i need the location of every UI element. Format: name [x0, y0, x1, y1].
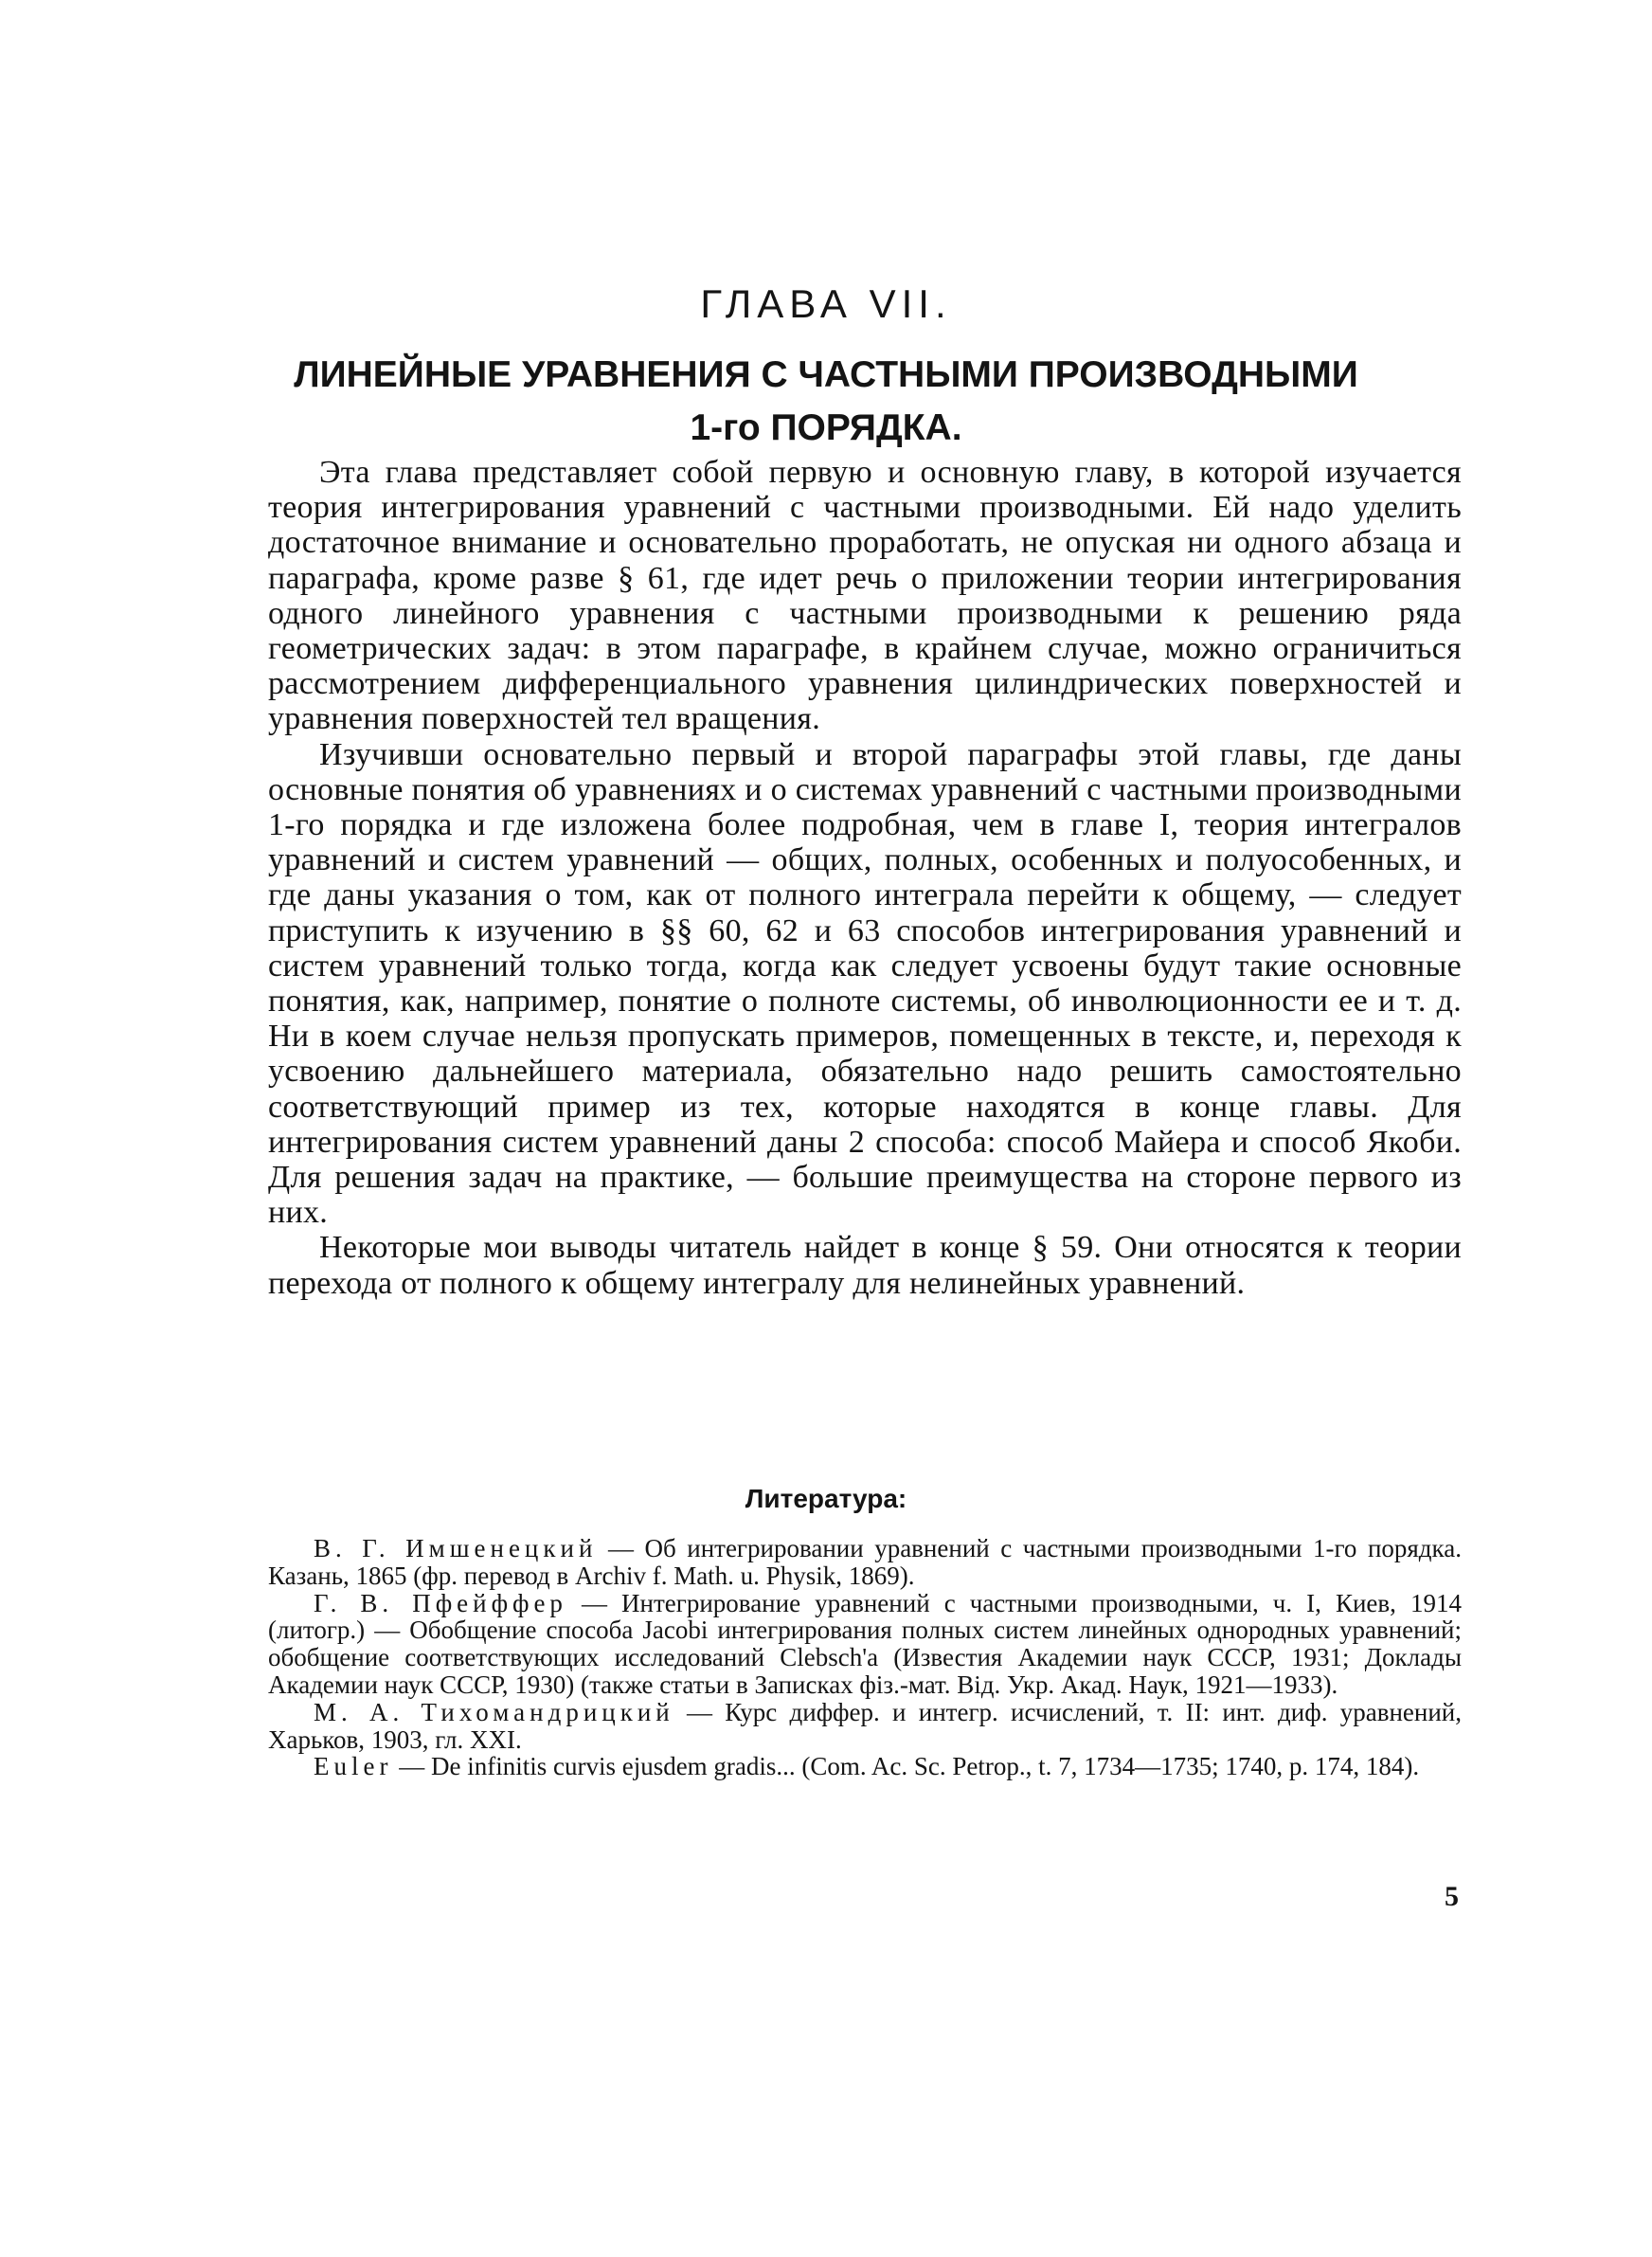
page-number: 5: [1445, 1881, 1459, 1912]
reference-text: — De infinitis curvis ejusdem gradis... (Com. Ac. Sc. Petrop., t. 7, 1734—1735; 1740, p. 174, 184).: [392, 1752, 1420, 1781]
paragraph: Некоторые мои выводы читатель найдет в конце § 59. Они относятся к теории перехода от полного к общему интегралу для нелинейных уравнений.: [268, 1230, 1462, 1301]
reference-item: [268, 1753, 1462, 1780]
reference-text: — Об интегрировании уравнений с частными производными 1-го порядка. Казань, 1865 (фр. перевод в Archiv f. Math. u. Physik, 1869).: [268, 1534, 1462, 1590]
reference-author: Euler: [314, 1752, 393, 1781]
reference-author: М. А. Тихомандрицкий: [314, 1697, 674, 1726]
reference-text: — Интегрирование уравнений с частными производными, ч. I, Киев, 1914 (литогр.) — Обобщение способа Jacobi интегрирования полных систем линейных однородных уравнений; обобщение соответствующих исследований Clebsch'a (Известия Академии наук СССР, 1931; Доклады Академии наук СССР, 1930) (также статьи в Записках фіз.-мат. Від. Укр. Акад. Наук, 1921—1933).: [268, 1588, 1462, 1699]
paragraph: Изучивши основательно первый и второй параграфы этой главы, где даны основные понятия об уравнениях и о системах уравнений с частными производными 1-го порядка и где изложена более подробная, чем в главе I, теория интегралов уравнений и систем уравнений — общих, полных, особенных и полуособенных, и где даны указания о том, как от полного интеграла перейти к общему, — следует приступить к изучению в §§ 60, 62 и 63 способов интегрирования уравнений и систем уравнений только тогда, когда как следует усвоены будут такие основные понятия, как, например, понятие о полноте системы, об инволюционности ее и т. д. Ни в коем случае нельзя пропускать примеров, помещенных в тексте, и, переходя к усвоению дальнейшего материала, обязательно надо решить самостоятельно соответствующий пример из тех, которые находятся в конце главы. Для интегрирования систем уравнений даны 2 способа: способ Майера и способ Якоби. Для решения задач на практике, — большие преимущества на стороне первого из них.: [268, 736, 1462, 1231]
paragraph: Эта глава представляет собой первую и основную главу, в которой изучается теория интегрирования уравнений с частными производными. Ей надо уделить достаточное внимание и основательно проработать, не опуская ни одного абзаца и параграфа, кроме разве § 61, где идет речь о приложении теории интегрирования одного линейного уравнения с частными производными к решению ряда геометрических задач: в этом параграфе, в крайнем случае, можно ограничиться рассмотрением дифференциального уравнения цилиндрических поверхностей и уравнения поверхностей тел вращения.: [268, 455, 1462, 737]
reference-author: Г. В. Пфейффер: [314, 1588, 567, 1617]
body-text: [268, 455, 1462, 1301]
reference-text: — Курс диффер. и интегр. исчислений, т. II: инт. диф. уравнений, Харьков, 1903, гл. XXI.: [268, 1697, 1462, 1754]
reference-author: В. Г. Имшенецкий: [314, 1534, 598, 1562]
references-list: [268, 1535, 1462, 1780]
reference-item: [268, 1699, 1462, 1754]
literature-heading: Литература:: [745, 1484, 907, 1513]
reference-item: [268, 1590, 1462, 1699]
chapter-label: ГЛАВА VII.: [700, 281, 952, 326]
chapter-title-line-2: 1-го ПОРЯДКА.: [690, 407, 962, 448]
chapter-title-line-1: ЛИНЕЙНЫЕ УРАВНЕНИЯ С ЧАСТНЫМИ ПРОИЗВОДНЫМИ: [294, 354, 1358, 395]
reference-item: [268, 1535, 1462, 1590]
chapter-title: [0, 349, 1652, 455]
